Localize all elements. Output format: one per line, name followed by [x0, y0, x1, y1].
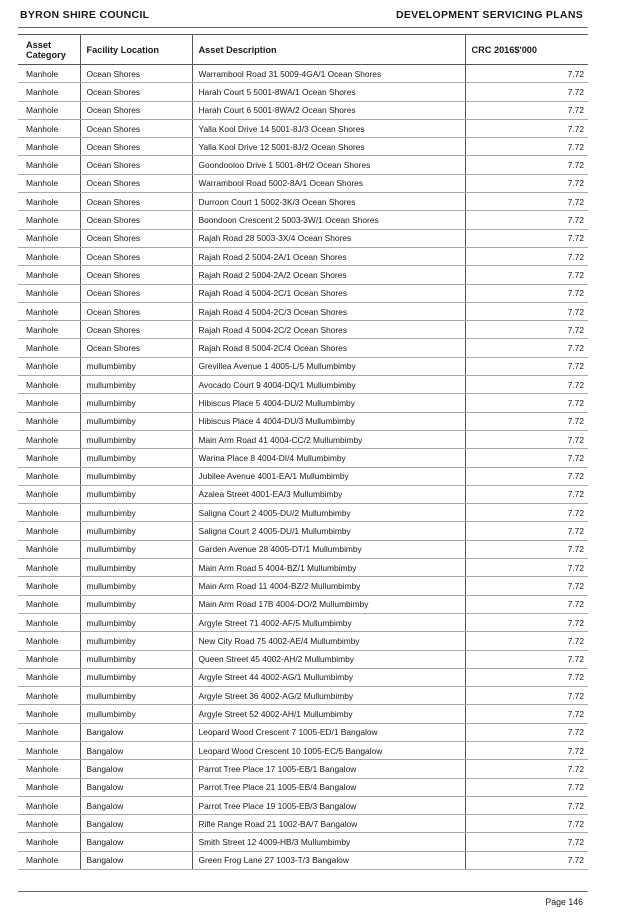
crc-value-cell: 7.72: [465, 357, 588, 375]
facility-location-cell: mullumbimby: [80, 540, 192, 558]
table-row: [18, 723, 588, 741]
asset-category-cell: Manhole: [18, 156, 80, 174]
facility-location-cell: mullumbimby: [80, 705, 192, 723]
facility-location-cell: mullumbimby: [80, 577, 192, 595]
table-header-row: [18, 35, 588, 65]
crc-value-cell: 7.72: [465, 83, 588, 101]
asset-category-cell: Manhole: [18, 65, 80, 83]
asset-category-cell: Manhole: [18, 211, 80, 229]
asset-description-cell: Queen Street 45 4002-AH/2 Mullumbimby: [192, 650, 465, 668]
facility-location-cell: mullumbimby: [80, 687, 192, 705]
asset-description-cell: Yalla Kool Drive 12 5001-8J/2 Ocean Shores: [192, 138, 465, 156]
table-row: [18, 229, 588, 247]
table-row: [18, 266, 588, 284]
asset-category-cell: Manhole: [18, 522, 80, 540]
asset-category-cell: Manhole: [18, 430, 80, 448]
crc-value-cell: 7.72: [465, 266, 588, 284]
asset-description-cell: Argyle Street 52 4002-AH/1 Mullumbimby: [192, 705, 465, 723]
table-row: [18, 412, 588, 430]
asset-description-cell: Argyle Street 36 4002-AG/2 Mullumbimby: [192, 687, 465, 705]
column-header-asset-category: Asset Category: [18, 35, 80, 65]
table-row: [18, 101, 588, 119]
asset-description-cell: Harah Court 5 5001-8WA/1 Ocean Shores: [192, 83, 465, 101]
asset-description-cell: Hibiscus Place 4 4004-DU/3 Mullumbimby: [192, 412, 465, 430]
table-row: [18, 559, 588, 577]
header-divider: [18, 27, 588, 28]
crc-value-cell: 7.72: [465, 376, 588, 394]
asset-category-cell: Manhole: [18, 229, 80, 247]
facility-location-cell: mullumbimby: [80, 650, 192, 668]
table-row: [18, 430, 588, 448]
asset-description-cell: Harah Court 6 5001-8WA/2 Ocean Shores: [192, 101, 465, 119]
table-row: [18, 247, 588, 265]
asset-category-cell: Manhole: [18, 449, 80, 467]
facility-location-cell: Bangalow: [80, 833, 192, 851]
crc-value-cell: 7.72: [465, 540, 588, 558]
asset-description-cell: Parrot Tree Place 19 1005-EB/3 Bangalow: [192, 796, 465, 814]
asset-description-cell: Parrot Tree Place 17 1005-EB/1 Bangalow: [192, 760, 465, 778]
crc-value-cell: 7.72: [465, 302, 588, 320]
asset-category-cell: Manhole: [18, 613, 80, 631]
table-row: [18, 376, 588, 394]
facility-location-cell: mullumbimby: [80, 595, 192, 613]
asset-description-cell: Green Frog Lane 27 1003-T/3 Bangalow: [192, 851, 465, 869]
crc-value-cell: 7.72: [465, 65, 588, 83]
asset-description-cell: Durroon Court 1 5002-3K/3 Ocean Shores: [192, 193, 465, 211]
crc-value-cell: 7.72: [465, 778, 588, 796]
asset-category-cell: Manhole: [18, 504, 80, 522]
crc-value-cell: 7.72: [465, 522, 588, 540]
facility-location-cell: Ocean Shores: [80, 284, 192, 302]
crc-value-cell: 7.72: [465, 247, 588, 265]
asset-category-cell: Manhole: [18, 650, 80, 668]
crc-value-cell: 7.72: [465, 741, 588, 759]
facility-location-cell: Ocean Shores: [80, 229, 192, 247]
crc-value-cell: 7.72: [465, 138, 588, 156]
asset-category-cell: Manhole: [18, 83, 80, 101]
facility-location-cell: Bangalow: [80, 760, 192, 778]
asset-category-cell: Manhole: [18, 796, 80, 814]
table-row: [18, 540, 588, 558]
table-row: [18, 193, 588, 211]
asset-description-cell: Warrambool Road 31 5009-4GA/1 Ocean Shores: [192, 65, 465, 83]
asset-category-cell: Manhole: [18, 357, 80, 375]
asset-category-cell: Manhole: [18, 376, 80, 394]
crc-value-cell: 7.72: [465, 284, 588, 302]
asset-category-cell: Manhole: [18, 815, 80, 833]
crc-value-cell: 7.72: [465, 211, 588, 229]
facility-location-cell: mullumbimby: [80, 467, 192, 485]
table-row: [18, 485, 588, 503]
crc-value-cell: 7.72: [465, 229, 588, 247]
asset-category-cell: Manhole: [18, 284, 80, 302]
table-row: [18, 119, 588, 137]
asset-description-cell: Yalla Kool Drive 14 5001-8J/3 Ocean Shores: [192, 119, 465, 137]
organization-name: BYRON SHIRE COUNCIL: [20, 9, 150, 21]
asset-category-cell: Manhole: [18, 394, 80, 412]
asset-description-cell: Warina Place 8 4004-DI/4 Mullumbimby: [192, 449, 465, 467]
asset-category-cell: Manhole: [18, 632, 80, 650]
facility-location-cell: Ocean Shores: [80, 266, 192, 284]
asset-category-cell: Manhole: [18, 412, 80, 430]
table-row: [18, 156, 588, 174]
asset-category-cell: Manhole: [18, 138, 80, 156]
crc-value-cell: 7.72: [465, 412, 588, 430]
asset-description-cell: Leopard Wood Crescent 10 1005-EC/5 Bangalow: [192, 741, 465, 759]
crc-value-cell: 7.72: [465, 833, 588, 851]
asset-category-cell: Manhole: [18, 193, 80, 211]
asset-description-cell: Rajah Road 4 5004-2C/1 Ocean Shores: [192, 284, 465, 302]
asset-description-cell: Hibiscus Place 5 4004-DU/2 Mullumbimby: [192, 394, 465, 412]
table-row: [18, 687, 588, 705]
table-row: [18, 851, 588, 869]
asset-description-cell: Rajah Road 4 5004-2C/3 Ocean Shores: [192, 302, 465, 320]
facility-location-cell: mullumbimby: [80, 449, 192, 467]
facility-location-cell: mullumbimby: [80, 668, 192, 686]
asset-description-cell: Rajah Road 28 5003-3X/4 Ocean Shores: [192, 229, 465, 247]
table-row: [18, 174, 588, 192]
crc-value-cell: 7.72: [465, 156, 588, 174]
facility-location-cell: Ocean Shores: [80, 193, 192, 211]
asset-category-cell: Manhole: [18, 851, 80, 869]
column-header-asset-description: Asset Description: [192, 35, 465, 65]
asset-description-cell: Parrot Tree Place 21 1005-EB/4 Bangalow: [192, 778, 465, 796]
table-row: [18, 668, 588, 686]
facility-location-cell: mullumbimby: [80, 559, 192, 577]
column-header-facility-location: Facility Location: [80, 35, 192, 65]
crc-value-cell: 7.72: [465, 394, 588, 412]
table-row: [18, 211, 588, 229]
asset-category-cell: Manhole: [18, 302, 80, 320]
crc-value-cell: 7.72: [465, 632, 588, 650]
facility-location-cell: Bangalow: [80, 851, 192, 869]
asset-description-cell: Main Arm Road 5 4004-BZ/1 Mullumbimby: [192, 559, 465, 577]
asset-category-cell: Manhole: [18, 577, 80, 595]
table-row: [18, 65, 588, 83]
asset-description-cell: Saligna Court 2 4005-DU/1 Mullumbimby: [192, 522, 465, 540]
crc-value-cell: 7.72: [465, 687, 588, 705]
crc-value-cell: 7.72: [465, 467, 588, 485]
facility-location-cell: Ocean Shores: [80, 119, 192, 137]
asset-description-cell: Saligna Court 2 4005-DU/2 Mullumbimby: [192, 504, 465, 522]
asset-description-cell: Argyle Street 44 4002-AG/1 Mullumbimby: [192, 668, 465, 686]
crc-value-cell: 7.72: [465, 559, 588, 577]
facility-location-cell: Bangalow: [80, 723, 192, 741]
asset-category-cell: Manhole: [18, 101, 80, 119]
page-number: Page 146: [545, 897, 583, 907]
asset-category-cell: Manhole: [18, 266, 80, 284]
facility-location-cell: Ocean Shores: [80, 83, 192, 101]
asset-description-cell: Grevillea Avenue 1 4005-L/5 Mullumbimby: [192, 357, 465, 375]
asset-category-cell: Manhole: [18, 687, 80, 705]
table-row: [18, 815, 588, 833]
asset-category-cell: Manhole: [18, 723, 80, 741]
asset-description-cell: Rajah Road 8 5004-2C/4 Ocean Shores: [192, 339, 465, 357]
asset-category-cell: Manhole: [18, 778, 80, 796]
asset-description-cell: Rifle Range Road 21 1002-BA/7 Bangalow: [192, 815, 465, 833]
asset-category-cell: Manhole: [18, 540, 80, 558]
table-row: [18, 138, 588, 156]
crc-value-cell: 7.72: [465, 101, 588, 119]
crc-value-cell: 7.72: [465, 504, 588, 522]
facility-location-cell: Ocean Shores: [80, 247, 192, 265]
crc-value-cell: 7.72: [465, 851, 588, 869]
facility-location-cell: Bangalow: [80, 796, 192, 814]
asset-description-cell: Boondoon Crescent 2 5003-3W/1 Ocean Shores: [192, 211, 465, 229]
facility-location-cell: mullumbimby: [80, 357, 192, 375]
asset-category-cell: Manhole: [18, 174, 80, 192]
asset-category-cell: Manhole: [18, 485, 80, 503]
facility-location-cell: mullumbimby: [80, 376, 192, 394]
crc-value-cell: 7.72: [465, 339, 588, 357]
table-row: [18, 394, 588, 412]
crc-value-cell: 7.72: [465, 595, 588, 613]
facility-location-cell: Ocean Shores: [80, 138, 192, 156]
facility-location-cell: Bangalow: [80, 778, 192, 796]
table-row: [18, 577, 588, 595]
table-row: [18, 284, 588, 302]
table-row: [18, 302, 588, 320]
asset-description-cell: Azalea Street 4001-EA/3 Mullumbimby: [192, 485, 465, 503]
asset-category-cell: Manhole: [18, 705, 80, 723]
table-row: [18, 650, 588, 668]
facility-location-cell: Ocean Shores: [80, 156, 192, 174]
table-body: [18, 65, 588, 870]
asset-description-cell: Avocado Court 9 4004-DQ/1 Mullumbimby: [192, 376, 465, 394]
crc-value-cell: 7.72: [465, 723, 588, 741]
facility-location-cell: Ocean Shores: [80, 65, 192, 83]
crc-value-cell: 7.72: [465, 796, 588, 814]
asset-description-cell: Rajah Road 2 5004-2A/1 Ocean Shores: [192, 247, 465, 265]
facility-location-cell: Ocean Shores: [80, 302, 192, 320]
asset-category-cell: Manhole: [18, 595, 80, 613]
asset-description-cell: Main Arm Road 17B 4004-DO/2 Mullumbimby: [192, 595, 465, 613]
asset-category-cell: Manhole: [18, 668, 80, 686]
facility-location-cell: mullumbimby: [80, 394, 192, 412]
asset-description-cell: Smith Street 12 4009-HB/3 Mullumbimby: [192, 833, 465, 851]
crc-value-cell: 7.72: [465, 119, 588, 137]
table-row: [18, 833, 588, 851]
asset-description-cell: Leopard Wood Crescent 7 1005-ED/1 Bangalow: [192, 723, 465, 741]
facility-location-cell: mullumbimby: [80, 504, 192, 522]
crc-value-cell: 7.72: [465, 193, 588, 211]
table-row: [18, 83, 588, 101]
crc-value-cell: 7.72: [465, 760, 588, 778]
asset-category-cell: Manhole: [18, 339, 80, 357]
facility-location-cell: mullumbimby: [80, 485, 192, 503]
asset-description-cell: Garden Avenue 28 4005-DT/1 Mullumbimby: [192, 540, 465, 558]
crc-value-cell: 7.72: [465, 815, 588, 833]
crc-value-cell: 7.72: [465, 577, 588, 595]
document-title: DEVELOPMENT SERVICING PLANS: [395, 9, 583, 21]
facility-location-cell: mullumbimby: [80, 632, 192, 650]
table-row: [18, 467, 588, 485]
crc-value-cell: 7.72: [465, 485, 588, 503]
asset-description-cell: Rajah Road 2 5004-2A/2 Ocean Shores: [192, 266, 465, 284]
facility-location-cell: Ocean Shores: [80, 211, 192, 229]
table-row: [18, 522, 588, 540]
asset-category-cell: Manhole: [18, 321, 80, 339]
column-header-crc: CRC 2016$'000: [465, 35, 588, 65]
table-row: [18, 595, 588, 613]
facility-location-cell: Ocean Shores: [80, 321, 192, 339]
asset-description-cell: Main Arm Road 41 4004-CC/2 Mullumbimby: [192, 430, 465, 448]
facility-location-cell: Ocean Shores: [80, 101, 192, 119]
asset-category-cell: Manhole: [18, 741, 80, 759]
asset-category-cell: Manhole: [18, 760, 80, 778]
table-row: [18, 705, 588, 723]
table-row: [18, 613, 588, 631]
crc-value-cell: 7.72: [465, 321, 588, 339]
crc-value-cell: 7.72: [465, 705, 588, 723]
asset-description-cell: Main Arm Road 11 4004-BZ/2 Mullumbimby: [192, 577, 465, 595]
crc-value-cell: 7.72: [465, 650, 588, 668]
table-row: [18, 339, 588, 357]
asset-description-cell: Warrambool Road 5002-8A/1 Ocean Shores: [192, 174, 465, 192]
table-row: [18, 449, 588, 467]
facility-location-cell: mullumbimby: [80, 613, 192, 631]
asset-category-cell: Manhole: [18, 119, 80, 137]
table-row: [18, 741, 588, 759]
table-row: [18, 357, 588, 375]
asset-category-cell: Manhole: [18, 467, 80, 485]
asset-table: [18, 34, 588, 870]
asset-description-cell: New City Road 75 4002-AE/4 Mullumbimby: [192, 632, 465, 650]
facility-location-cell: Bangalow: [80, 815, 192, 833]
crc-value-cell: 7.72: [465, 174, 588, 192]
table-row: [18, 778, 588, 796]
facility-location-cell: Ocean Shores: [80, 339, 192, 357]
table-row: [18, 321, 588, 339]
table-row: [18, 632, 588, 650]
asset-category-cell: Manhole: [18, 247, 80, 265]
asset-table-container: [18, 34, 588, 870]
table-row: [18, 504, 588, 522]
asset-description-cell: Rajah Road 4 5004-2C/2 Ocean Shores: [192, 321, 465, 339]
asset-description-cell: Argyle Street 71 4002-AF/5 Mullumbimby: [192, 613, 465, 631]
facility-location-cell: mullumbimby: [80, 430, 192, 448]
asset-description-cell: Jubilee Avenue 4001-EA/1 Mullumbimby: [192, 467, 465, 485]
facility-location-cell: Bangalow: [80, 741, 192, 759]
crc-value-cell: 7.72: [465, 613, 588, 631]
footer-divider: [18, 891, 588, 892]
crc-value-cell: 7.72: [465, 668, 588, 686]
table-row: [18, 760, 588, 778]
crc-value-cell: 7.72: [465, 449, 588, 467]
facility-location-cell: Ocean Shores: [80, 174, 192, 192]
table-row: [18, 796, 588, 814]
asset-description-cell: Goondooloo Drive 1 5001-8H/2 Ocean Shores: [192, 156, 465, 174]
facility-location-cell: mullumbimby: [80, 522, 192, 540]
asset-category-cell: Manhole: [18, 833, 80, 851]
crc-value-cell: 7.72: [465, 430, 588, 448]
asset-category-cell: Manhole: [18, 559, 80, 577]
facility-location-cell: mullumbimby: [80, 412, 192, 430]
